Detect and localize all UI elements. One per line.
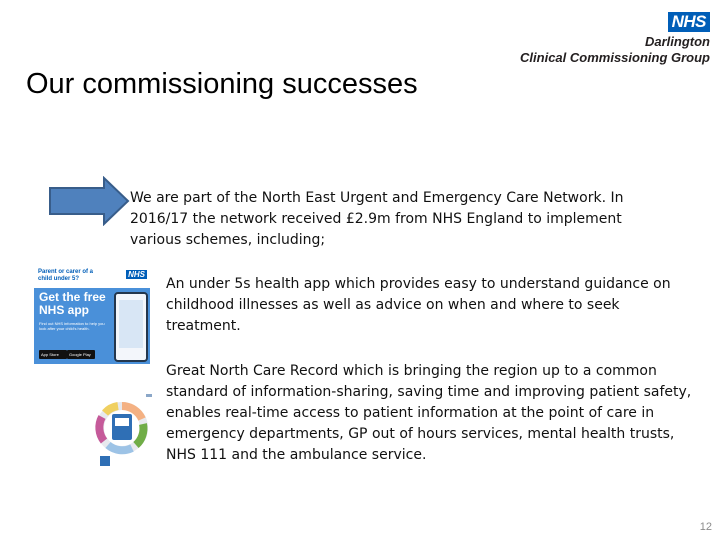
- app-store-badge: App Store: [39, 350, 67, 359]
- page-number-text: 12: [699, 521, 712, 533]
- poster-headline: Get the free NHS app: [39, 290, 106, 317]
- logo-org-name: Darlington: [645, 34, 710, 49]
- phone-icon: [114, 292, 148, 362]
- slide-title: Our commissioning successes: [26, 68, 418, 100]
- poster-nhs-badge: NHS: [128, 270, 145, 279]
- bullet-great-north-care-record: Great North Care Record which is bringing the region up to a common standard of information-sharing, saving time and improving patient safety, enables real-time access to patient information at the point of care in emergency departments, GP out of hours services, mental health trusts, NHS 111 and the ambulance service.: [166, 363, 692, 463]
- nhs-app-poster-image: [34, 266, 150, 364]
- page-number: [674, 516, 714, 536]
- care-record-cycle-icon: [92, 386, 154, 472]
- poster-top-text: Parent or carer of a child under 5?: [38, 269, 94, 282]
- phone-screen: [119, 300, 143, 348]
- nhs-darlington-logo: [510, 10, 710, 65]
- intro-paragraph: We are part of the North East Urgent and Emergency Care Network. In 2016/17 the network received £2.9m from NHS England to implement various schemes, including;: [130, 190, 624, 248]
- logo-org-subtitle: Clinical Commissioning Group: [520, 50, 710, 65]
- google-play-badge: Google Play: [67, 350, 95, 359]
- right-arrow-icon: [48, 176, 130, 226]
- poster-small-text: Find out NHS information to help you look after your child's health.: [39, 321, 105, 331]
- bullet-under-5s-app: An under 5s health app which provides easy to understand guidance on childhood illnesses as well as advice on when and where to seek treatment.: [166, 276, 671, 334]
- nhs-logo-badge: NHS: [668, 12, 710, 32]
